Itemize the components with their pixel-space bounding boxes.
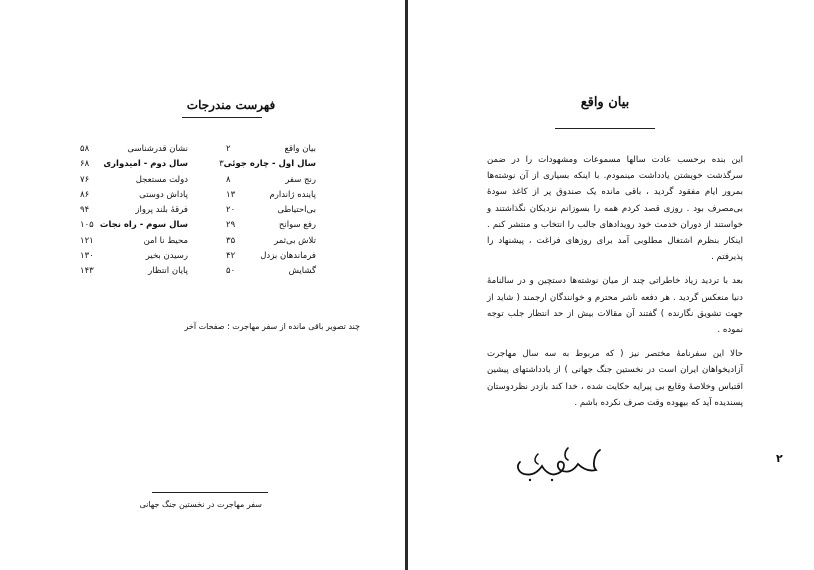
toc-entry: گشایش ۵۰	[226, 266, 316, 277]
toc-entry: سال اول - چاره جوئی ۳	[219, 159, 316, 170]
toc-column-left	[80, 142, 188, 280]
toc-entry: رنج سفر ۸	[226, 174, 316, 185]
footer-rule	[152, 492, 268, 493]
running-footer: سفر مهاجرت در نخستین جنگ جهانی	[139, 500, 262, 509]
toc-entry: تلاش بی‌ثمر ۳۵	[226, 235, 316, 246]
preface-paragraph: حالا این سفرنامهٔ مختصر نیز ( که مربوط به سه سال مهاجرت آزادیخواهان ایران است در نخستین جنگ جهانی ) از یادداشتهای پیشین اقتباس وخلاصهٔ وقایع بی پیرایه حکایت شده ، خدا کند بازدر نظردوستان پسندیده آید که بیهوده وقت صرف نکرده باشم .	[487, 349, 743, 408]
toc-entry: پاداش دوستی ۸۶	[80, 189, 188, 200]
toc-title-underline	[182, 117, 262, 118]
preface-paragraph: بعد با تردید زیاد خاطراتی چند از میان نوشته‌ها دستچین و در سالنامهٔ دنیا منعکس گردید . هر دفعه ناشر محترم و خوانندگان ارجمند ( شاید از جهت تشویق نگارنده ) گفتند آن مقالات بیش از حد انتظار جلب توجه نموده .	[487, 276, 743, 336]
toc-entry: نشان قدرشناسی ۵۸	[80, 144, 188, 154]
toc-page	[0, 0, 405, 570]
preface-body	[487, 152, 743, 419]
handwritten-signature	[508, 440, 604, 484]
toc-entry: پاینده ژاندارم ۱۳	[226, 189, 316, 200]
toc-entry: فرماندهان بزدل ۴۲	[226, 251, 316, 262]
toc-entry: بیان واقع ۲	[226, 144, 316, 154]
toc-entry: محیط نا امن ۱۲۱	[80, 235, 188, 246]
page-number: ۲	[776, 452, 783, 465]
toc-note: چند تصویر باقی مانده از سفر مهاجرت ؛ صفحات آخر	[184, 322, 360, 331]
toc-entry: رفع سوانح ۲۹	[226, 220, 316, 231]
preface-title: بیان واقع	[580, 95, 630, 110]
toc-entry: سال دوم - امیدواری ۶۸	[80, 159, 188, 170]
toc-entry: سال سوم - راه نجات ۱۰۵	[80, 220, 188, 231]
toc-title: فهرست مندرجات	[186, 98, 276, 112]
toc-entry: بی‌احتیاطی ۲۰	[226, 205, 316, 216]
toc-entry: دولت مستعجل ۷۶	[80, 174, 188, 185]
toc-entry: فرقهٔ بلند پرواز ۹۴	[80, 205, 188, 216]
toc-entry: پایان انتظار ۱۴۳	[80, 266, 188, 277]
preface-title-underline	[555, 128, 655, 129]
preface-paragraph: این بنده برحسب عادت سالها مسموعات ومشهودات را در ضمن سرگذشت خویشتن یادداشت مینمودم. با اینکه بسیاری از آن نوشته‌ها بمرور ایام مفقود گردید ، باقی مانده یک صندوق پر از کاغذ سودهٔ بی‌مصرف بود . روزی قصد کردم همه را بسوزانم نزدیکان نگذاشتند و خواستند از دوران خدمت خود رویدادهای جالب را انتخاب و منتشر کنم . اینکار بنظرم اشتغال مطلوبی آمد برای روزهای فراغت ، پیشنهاد را پذیرفتم .	[487, 155, 743, 263]
toc-column-right	[219, 142, 316, 280]
toc-entry: رسیدن بخیر ۱۳۰	[80, 251, 188, 262]
